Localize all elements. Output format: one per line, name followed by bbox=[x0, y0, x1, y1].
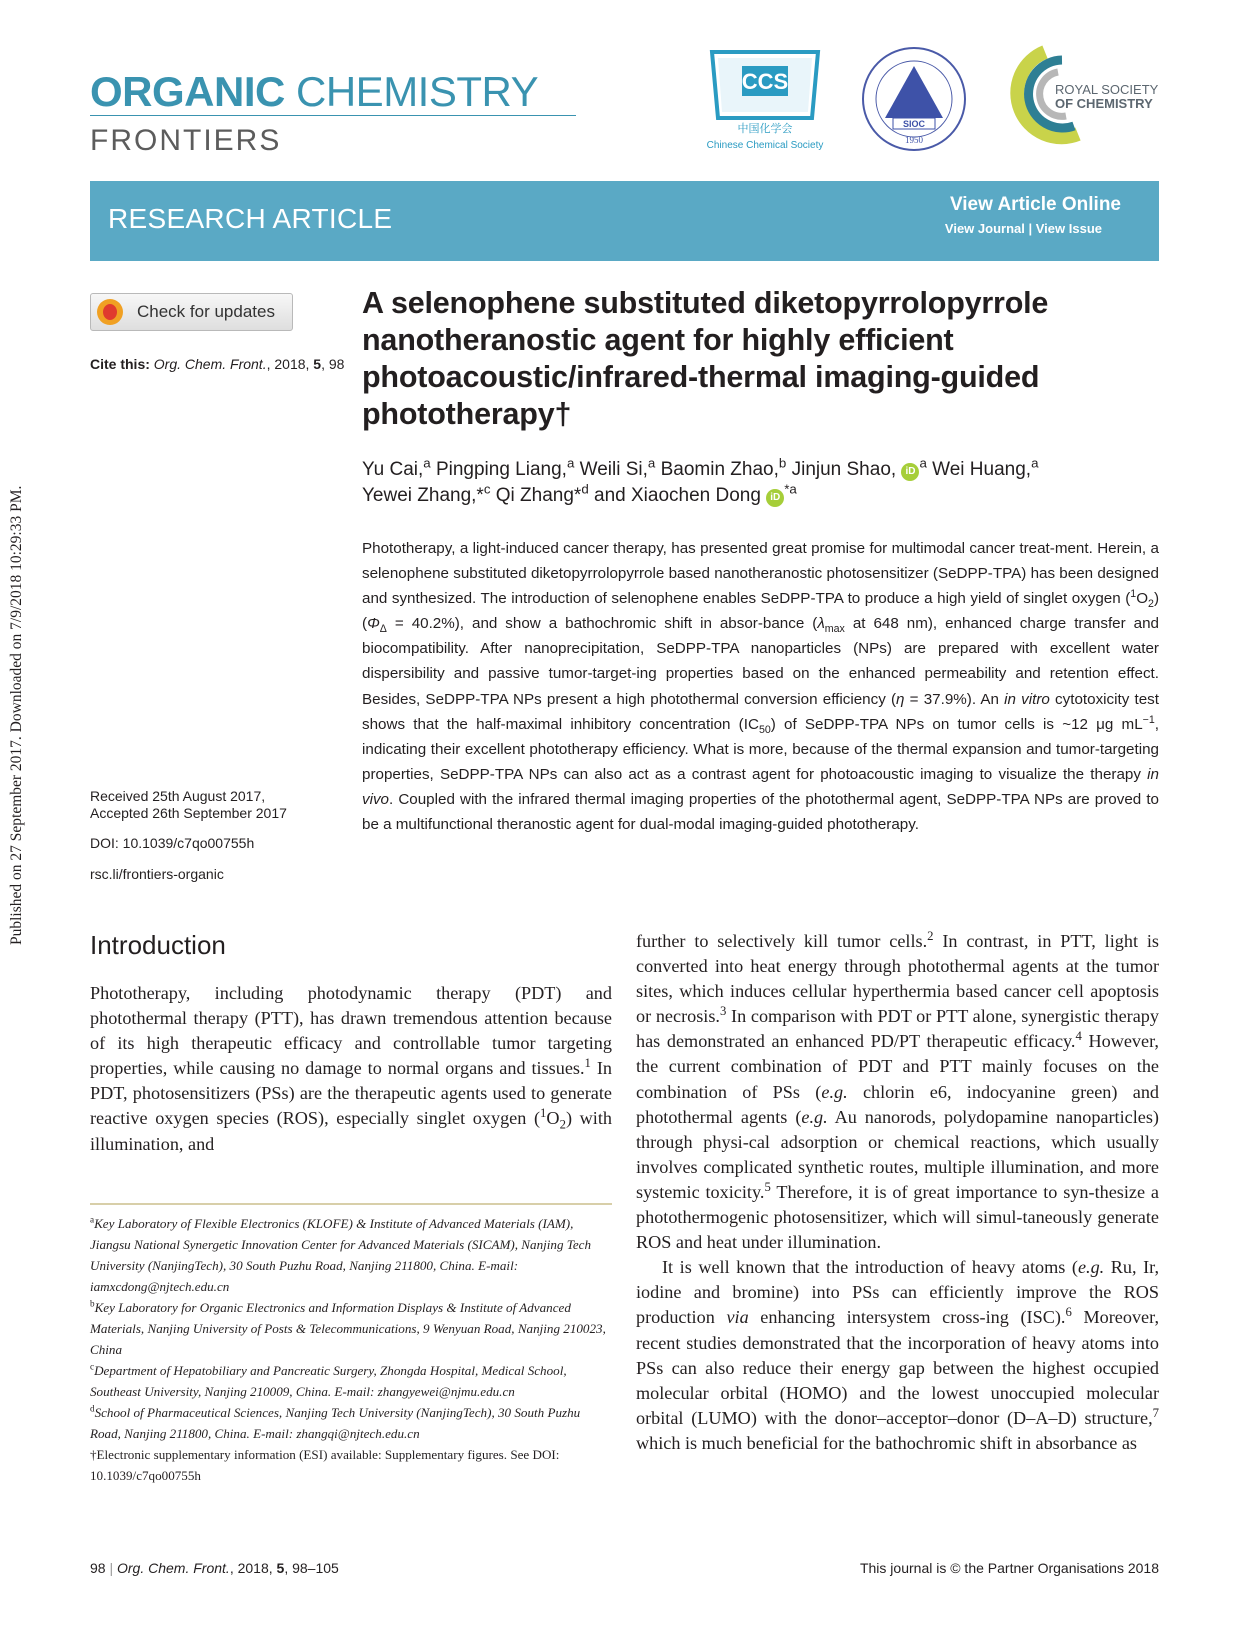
abstract: Phototherapy, a light-induced cancer therapy, has presented great promise for multimodal cancer treat-ment. Herein, a selenophene substituted diketopyrrolopyrrole based nanotheranostic photosensitizer (SeDPP-TPA) has been designed and synthesized. The introduction of selenophene enables SeDPP-TPA to produce a high yield of singlet oxygen $(^1O_2) (\Phi_\Delta = 40.2\%)$, and show a bathochromic shift in absor-bance ($\lambda_{max}$ at 648 nm), enhanced charge transfer and biocompatibility. After nanoprecipitation, SeDPP-TPA nanoparticles (NPs) are prepared with excellent water dispersibility and passive tumor-target-ing properties based on the enhanced permeability and retention effect. Besides, SeDPP-TPA NPs present a high photothermal conversion efficiency (η = 37.9%). An in vitro cytotoxicity test shows that the half-maximal inhibitory concentration $(IC_{50})$ of SeDPP-TPA NPs on tumor cells is ~12 μg $mL^{-1}$, indicating their excellent phototherapy efficiency. What is more, because of the thermal expansion and tumor-targeting properties, SeDPP-TPA NPs can also act as a contrast agent for photoacoustic imaging to visualize the therapy in vivo. Coupled with the infrared thermal imaging properties of the photothermal agent, SeDPP-TPA NPs are proved to be a multifunctional theranostic agent for dual-modal imaging-guided phototherapy. bbox=[362, 540, 1159, 834]
citation bbox=[90, 355, 350, 374]
bookmark-icon bbox=[97, 299, 123, 325]
author-affiliation-mark: a bbox=[647, 455, 656, 471]
journal-name-rest: CHEMISTRY bbox=[284, 68, 539, 115]
author-name: Yewei Zhang,* bbox=[362, 485, 484, 506]
intro-paragraph-2: further to selectively kill tumor cells.$^2$ In contrast, in PTT, light is converted into heat energy through photothermal agents at the tumor sites, which induces cellular hyperthermia based cancer cell apoptosis or necrosis.$^3$ In comparison with PDT or PTT alone, synergistic therapy has demonstrated an enhanced PD/PT therapeutic efficacy.$^4$ However, the current combination of PDT and PTT mainly focuses on the combination of PSs (e.g. chlorin e6, indocyanine green) and photothermal agents (e.g. Au nanorods, polydopamine nanoparticles) through physi-cal adsorption or chemical reactions, which usually involves complicated synthetic routes, multiple illumination, and more systemic toxicity.$^5$ Therefore, it is of great importance to syn-thesize a photothermogenic photosensitizer, which will simul-taneously generate ROS and heat under illumination. bbox=[636, 928, 1160, 1253]
footer-separator: | bbox=[105, 1560, 117, 1576]
journal-link[interactable]: rsc.li/frontiers-organic bbox=[90, 866, 224, 882]
view-issue-link[interactable]: View Issue bbox=[1035, 221, 1102, 236]
affiliation-footnotes: $^a$Key Laboratory of Flexible Electronics (KLOFE) & Institute of Advanced Materials (IAM), Jiangsu National Synergetic Innovation Center for Advanced Materials (SICAM), Nanjing Tech University (NanjingTech), 30 South Puzhu Road, Nanjing 211800, China. E-mail: iamxcdong@njtech.edu.cn $^b$Key Laboratory for Organic Electronics and Information Displays & Institute of Advanced Materials, Nanjing University of Posts & Telecommunications, 9 Wenyuan Road, Nanjing 210023, China $^c$Department of Hepatobiliary and Pancreatic Surgery, Zhongda Hospital, Medical School, Southeast University, Nanjing 210009, China. E-mail: zhangyewei@njmu.edu.cn $^d$School of Pharmaceutical Sciences, Nanjing Tech University (NanjingTech), 30 South Puzhu Road, Nanjing 211800, China. E-mail: zhangqi@njtech.edu.cn †Electronic supplementary information (ESI) available: Supplementary figures. See DOI: 10.1039/c7qo00755h bbox=[90, 1214, 606, 1483]
article-type-label: RESEARCH ARTICLE bbox=[108, 203, 393, 234]
author-affiliation-mark: a bbox=[1031, 455, 1039, 471]
sioc-logo bbox=[859, 44, 969, 154]
section-heading-introduction: Introduction bbox=[90, 930, 226, 960]
author-affiliation-mark: d bbox=[581, 481, 589, 497]
rsc-logo-line2: OF CHEMISTRY bbox=[1055, 96, 1153, 111]
article-title: A selenophene substituted diketopyrrolopyrrole nanotheranostic agent for highly efficient photoacoustic/infrared-thermal imaging-guided phototherapy† bbox=[362, 286, 1049, 431]
page-number: 98 bbox=[90, 1560, 106, 1576]
accepted-date: Accepted 26th September 2017 bbox=[90, 805, 287, 821]
orcid-icon[interactable]: iD bbox=[901, 463, 919, 481]
cite-year: , 2018, bbox=[266, 356, 314, 372]
author-affiliation-mark: a bbox=[919, 455, 927, 471]
copyright-notice: This journal is © the Partner Organisations 2018 bbox=[859, 1560, 1159, 1576]
journal-rule bbox=[90, 115, 576, 116]
journal-name-bold: ORGANIC bbox=[90, 68, 285, 115]
author-name: Baomin Zhao, bbox=[655, 459, 779, 480]
view-journal-link[interactable]: View Journal bbox=[944, 221, 1025, 236]
author-name: Wei Huang, bbox=[926, 459, 1032, 480]
footer-year: , 2018, bbox=[229, 1560, 277, 1576]
intro-paragraph-1: Phototherapy, including photodynamic therapy (PDT) and photothermal therapy (PTT), has drawn tremendous attention because of its high therapeutic efficacy and controllable tumor targeting properties, while causing no damage to normal organs and tissues.$^1$ In PDT, photosensitizers (PSs) are the therapeutic agents used to generate reactive oxygen species (ROS), especially singlet oxygen $(^1O_2)$ with illumination, and bbox=[90, 983, 613, 1154]
author-list bbox=[362, 457, 1162, 509]
banner-links bbox=[945, 221, 1102, 236]
cite-journal: Org. Chem. Front. bbox=[153, 356, 267, 372]
check-for-updates-button[interactable] bbox=[90, 293, 293, 331]
author-name: Yu Cai, bbox=[362, 459, 424, 480]
author-name: Qi Zhang* bbox=[490, 485, 582, 506]
author-affiliation-mark: a bbox=[566, 455, 575, 471]
rsc-logo-line1: ROYAL SOCIETY bbox=[1055, 82, 1159, 97]
publication-stamp-text: Published on 27 September 2017. Downloaded on 7/9/2018 10:29:33 PM. bbox=[8, 485, 25, 945]
received-date: Received 25th August 2017, bbox=[90, 788, 266, 804]
sioc-logo-text: SIOC bbox=[902, 119, 926, 129]
orcid-icon[interactable]: iD bbox=[766, 489, 784, 507]
author-name: and Xiaochen Dong bbox=[588, 485, 761, 506]
cite-volume: 5 bbox=[313, 356, 322, 372]
sioc-logo-year: 1950 bbox=[905, 135, 923, 145]
ccs-logo-caption: Chinese Chemical Society bbox=[706, 140, 824, 151]
article-banner bbox=[90, 181, 1159, 261]
doi[interactable]: DOI: 10.1039/c7qo00755h bbox=[90, 835, 255, 851]
footer-volume: 5 bbox=[276, 1560, 285, 1576]
body-column-2 bbox=[636, 929, 1159, 1456]
author-affiliation-mark: c bbox=[483, 481, 491, 497]
ccs-logo-cn: 中国化学会 bbox=[737, 122, 793, 135]
check-for-updates-label: Check for updates bbox=[137, 302, 275, 321]
cite-page: , 98 bbox=[321, 356, 345, 372]
footnote-rule bbox=[90, 1203, 612, 1205]
footer-pages: , 98–105 bbox=[284, 1560, 339, 1576]
author-affiliation-mark: *a bbox=[784, 481, 797, 497]
journal-name bbox=[90, 68, 538, 116]
ccs-logo-text: CCS bbox=[741, 69, 789, 94]
view-article-online-link[interactable]: View Article Online bbox=[949, 194, 1121, 215]
author-affiliation-mark: a bbox=[423, 455, 431, 471]
journal-subtitle: FRONTIERS bbox=[90, 124, 282, 157]
ccs-logo bbox=[700, 44, 830, 154]
author-name: Pingping Liang, bbox=[430, 459, 567, 480]
rsc-logo bbox=[1000, 42, 1160, 152]
author-name: Weili Si, bbox=[574, 459, 648, 480]
article-dates bbox=[90, 788, 350, 822]
publication-stamp bbox=[8, 445, 30, 945]
page-footer-citation bbox=[90, 1560, 339, 1576]
cite-prefix: Cite this: bbox=[90, 356, 154, 372]
author-name: Jinjun Shao, bbox=[786, 459, 897, 480]
intro-paragraph-3: It is well known that the introduction of heavy atoms (e.g. Ru, Ir, iodine and bromine) into PSs can efficiently improve the ROS production via enhancing intersystem cross-ing (ISC).$^6$ Moreover, recent studies demonstrated that the incorporation of heavy atoms into PSs can also reduce their energy gap between the highest occupied molecular orbital (HOMO) and the lowest unoccupied molecular orbital (LUMO) with the donor–acceptor–donor (D–A–D) structure,$^7$ which is much beneficial for the bathochromic shift in absorbance as bbox=[636, 1257, 1160, 1453]
author-affiliation-mark: b bbox=[778, 455, 787, 471]
banner-links-separator: | bbox=[1024, 221, 1036, 236]
footer-journal: Org. Chem. Front. bbox=[117, 1560, 230, 1576]
